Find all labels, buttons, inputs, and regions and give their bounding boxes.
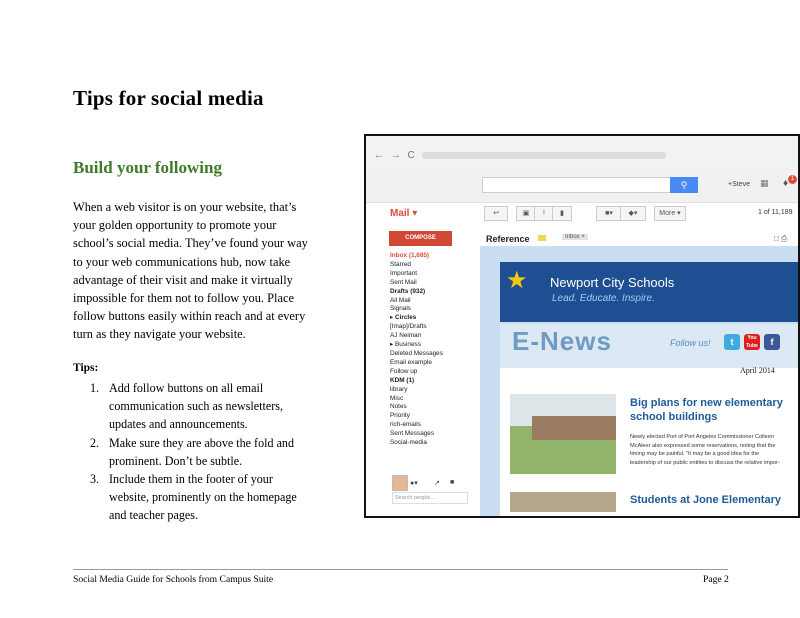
stars-logo-icon: ★: [506, 267, 528, 294]
follow-us-label: Follow us!: [670, 338, 711, 348]
apps-grid-icon[interactable]: ▦: [760, 178, 769, 188]
avatar[interactable]: [392, 475, 408, 491]
school-name: Newport City Schools: [550, 275, 675, 290]
article-headline[interactable]: Big plans for new elementary school buildings: [630, 397, 783, 423]
tip-line: and teacher pages.: [109, 508, 198, 523]
intro-line: advantage of their visit and make it virtually: [73, 272, 293, 287]
folder-item[interactable]: Inbox (1,685): [390, 252, 430, 259]
folder-item[interactable]: rich-emails: [390, 421, 421, 429]
photo-building: [532, 416, 616, 440]
search-input[interactable]: [482, 177, 672, 193]
folder-item[interactable]: All Mail: [390, 296, 411, 304]
folder-item[interactable]: Sent Messages: [390, 430, 435, 438]
list-item: [73, 434, 313, 470]
intro-line: follow buttons easily within reach and at every: [73, 309, 306, 324]
list-item: [73, 379, 313, 434]
newsletter-banner: [500, 262, 800, 322]
trash-icon[interactable]: ▮: [552, 206, 572, 221]
intro-line: impossible for them not to follow you. Place: [73, 291, 294, 306]
more-button[interactable]: More ▾: [654, 206, 686, 221]
tip-line: Add follow buttons on all email: [109, 381, 264, 395]
tips-label: Tips:: [73, 362, 99, 374]
folder-item[interactable]: Follow up: [390, 367, 418, 375]
folder-item[interactable]: Notes: [390, 403, 407, 411]
students-photo: [510, 492, 616, 512]
school-tagline: Lead. Educate. Inspire.: [552, 293, 655, 304]
back-icon[interactable]: ↩: [484, 206, 508, 221]
folder-item[interactable]: Deleted Messages: [390, 349, 443, 357]
folder-item[interactable]: ▸ Circles: [390, 314, 417, 322]
phone-icon[interactable]: ↗: [434, 480, 440, 487]
article-body: Newly elected Port of Port Angeles Commissioner Colleen McAleer also expressed some reservations, noting that the timing may be painful. "It may be a good idea for the leadership of our public entities to discuss the relative impor-: [630, 434, 780, 466]
tip-line: communication such as newsletters,: [109, 399, 283, 414]
search-icon[interactable]: ⚲: [670, 177, 698, 193]
enews-title: E-News: [512, 326, 612, 356]
twitter-icon[interactable]: t: [724, 334, 740, 350]
facebook-icon[interactable]: f: [764, 334, 780, 350]
folder-item[interactable]: Misc: [390, 394, 404, 402]
tip-line: updates and announcements.: [109, 417, 248, 432]
youtube-icon[interactable]: You Tube: [744, 334, 760, 350]
folder-item[interactable]: Sent Mail: [390, 278, 417, 286]
tips-list: [73, 379, 313, 525]
section-heading: Build your following: [73, 158, 222, 177]
intro-line: When a web visitor is on your website, that’s: [73, 200, 297, 214]
user-name[interactable]: +Steve: [728, 181, 750, 188]
mail-dropdown[interactable]: Mail ▾: [390, 208, 418, 219]
spam-icon[interactable]: !: [534, 206, 554, 221]
tip-line: Make sure they are above the fold and: [109, 435, 295, 450]
folder-item[interactable]: Starred: [390, 260, 411, 268]
folder-item[interactable]: [Imap]/Drafts: [390, 323, 427, 331]
folder-item[interactable]: Important: [390, 269, 417, 277]
video-icon[interactable]: ■: [450, 479, 455, 486]
footer-divider: [73, 569, 728, 570]
intro-line: to your web communications hub, now take: [73, 254, 291, 269]
tip-line: website, prominently on the homepage: [109, 490, 297, 505]
tip-line: prominent. Don’t be subtle.: [109, 453, 243, 468]
compose-button[interactable]: COMPOSE: [389, 231, 452, 246]
notification-badge: 1: [788, 175, 797, 184]
email-screenshot: [364, 134, 800, 518]
folder-item[interactable]: Social-media: [390, 439, 427, 447]
hangout-icon[interactable]: ●▾: [410, 480, 418, 487]
intro-line: your golden opportunity to promote your: [73, 218, 277, 233]
newsletter-date: April 2014: [740, 366, 775, 375]
list-number: 1.: [90, 381, 100, 395]
page-title: Tips for social media: [73, 86, 264, 110]
folder-item[interactable]: Email example: [390, 358, 432, 366]
folder-item[interactable]: ▸ Business: [390, 341, 421, 349]
intro-paragraph: [73, 198, 313, 344]
folder-icon[interactable]: ■▾: [596, 206, 622, 221]
label-icon[interactable]: ◆▾: [620, 206, 646, 221]
folder-item[interactable]: library: [390, 385, 408, 393]
search-people-input[interactable]: Search people...: [392, 492, 468, 504]
list-number: 2.: [90, 435, 100, 450]
browser-nav-icons[interactable]: ← → C: [374, 150, 417, 161]
label-tag-icon: [538, 235, 546, 241]
folder-item[interactable]: AJ Neiman: [390, 332, 422, 340]
inbox-label-chip[interactable]: Inbox ×: [562, 234, 588, 240]
folder-item[interactable]: Priority: [390, 412, 410, 420]
message-count: 1 of 11,189: [758, 209, 793, 216]
folder-item[interactable]: Drafts (932): [390, 287, 426, 295]
list-item: [73, 470, 313, 525]
tip-line: Include them in the footer of your: [109, 472, 273, 487]
print-icon[interactable]: □ ⎙: [774, 234, 788, 243]
address-bar[interactable]: [422, 152, 666, 159]
folder-item[interactable]: KDM (1): [390, 376, 415, 384]
email-subject: Reference: [486, 234, 530, 244]
folder-item[interactable]: Signals: [390, 305, 411, 313]
folder-list: [390, 252, 470, 448]
bell-icon[interactable]: ♦: [783, 178, 789, 189]
page-number: Page 2: [703, 574, 729, 585]
article-headline[interactable]: Students at Jone Elementary: [630, 494, 781, 506]
list-number: 3.: [90, 472, 100, 487]
intro-line: school’s social media. They’ve found your way: [73, 236, 308, 251]
footer-text: Social Media Guide for Schools from Campus Suite: [73, 574, 274, 585]
archive-icon[interactable]: ▣: [516, 206, 536, 221]
intro-line: turn as they navigate your website.: [73, 327, 246, 342]
